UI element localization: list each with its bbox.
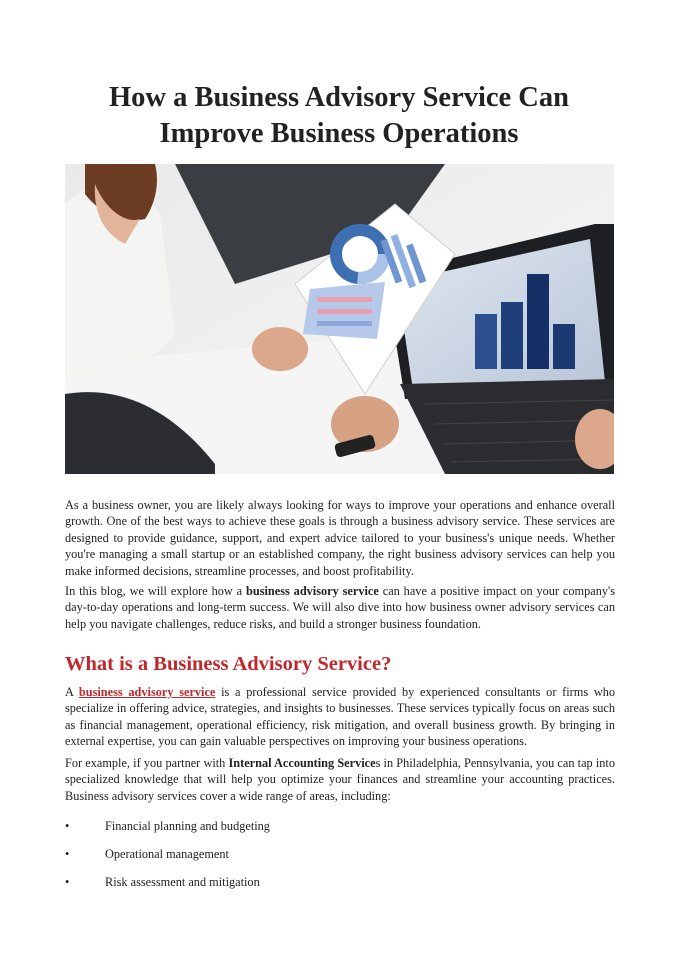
definition-paragraph: [65, 684, 615, 750]
list-item-text: Operational management: [105, 847, 229, 861]
list-item-text: Financial planning and budgeting: [105, 819, 270, 833]
blog-overview-text-post: can have a positive impact on your company's day-to-day operations and long-term success. We will also dive into how business owner advisory services can help you navigate challenges, reduce risks, and build a stronger business foundation.: [65, 584, 615, 631]
example-paragraph: [65, 755, 615, 804]
hero-photo: [65, 164, 614, 474]
title-line-1: How a Business Advisory Service Can: [109, 82, 569, 113]
hero-photo-illustration: [65, 164, 614, 474]
list-item-text: Risk assessment and mitigation: [105, 875, 260, 889]
article-title: [40, 80, 638, 152]
definition-text-post: is a professional service provided by experienced consultants or firms who specialize in offering advice, strategies, and insights to businesses. These services typically focus on areas such as financial management, operational efficiency, risk mitigation, and overall business growth. By bringing in external expertise, you can gain valuable perspectives on improving your business operations.: [65, 685, 615, 749]
business-advisory-service-link[interactable]: business advisory service: [78, 685, 216, 699]
blog-overview-paragraph: [65, 583, 615, 632]
bullet-icon: •: [65, 875, 70, 889]
section-heading: What is a Business Advisory Service?: [65, 653, 392, 675]
intro-paragraph: As a business owner, you are likely always looking for ways to improve your operations and enhance overall growth. One of the best ways to achieve these goals is through a business advisory service. These services are designed to provide guidance, support, and expert advice tailored to your business's unique needs. Whether you're managing a small startup or an established company, the right business advisory services can help you make informed decisions, streamline processes, and boost profitability.: [65, 498, 615, 578]
example-text-pre: For example, if you partner with: [65, 756, 229, 770]
blog-overview-text-pre: In this blog, we will explore how a: [65, 584, 247, 598]
example-text-post: s in Philadelphia, Pennsylvania, you can tap into specialized knowledge that will help you optimize your finances and streamline your accounting practices. Business advisory services cover a wide range of areas, including:: [65, 756, 615, 803]
title-line-2: Improve Business Operations: [159, 118, 519, 149]
definition-text-pre: A: [65, 685, 79, 699]
bullet-icon: •: [65, 847, 70, 861]
example-keyword: Internal Accounting Service: [228, 756, 376, 770]
blog-overview-keyword: business advisory service: [246, 584, 379, 598]
bullet-icon: •: [65, 819, 70, 833]
